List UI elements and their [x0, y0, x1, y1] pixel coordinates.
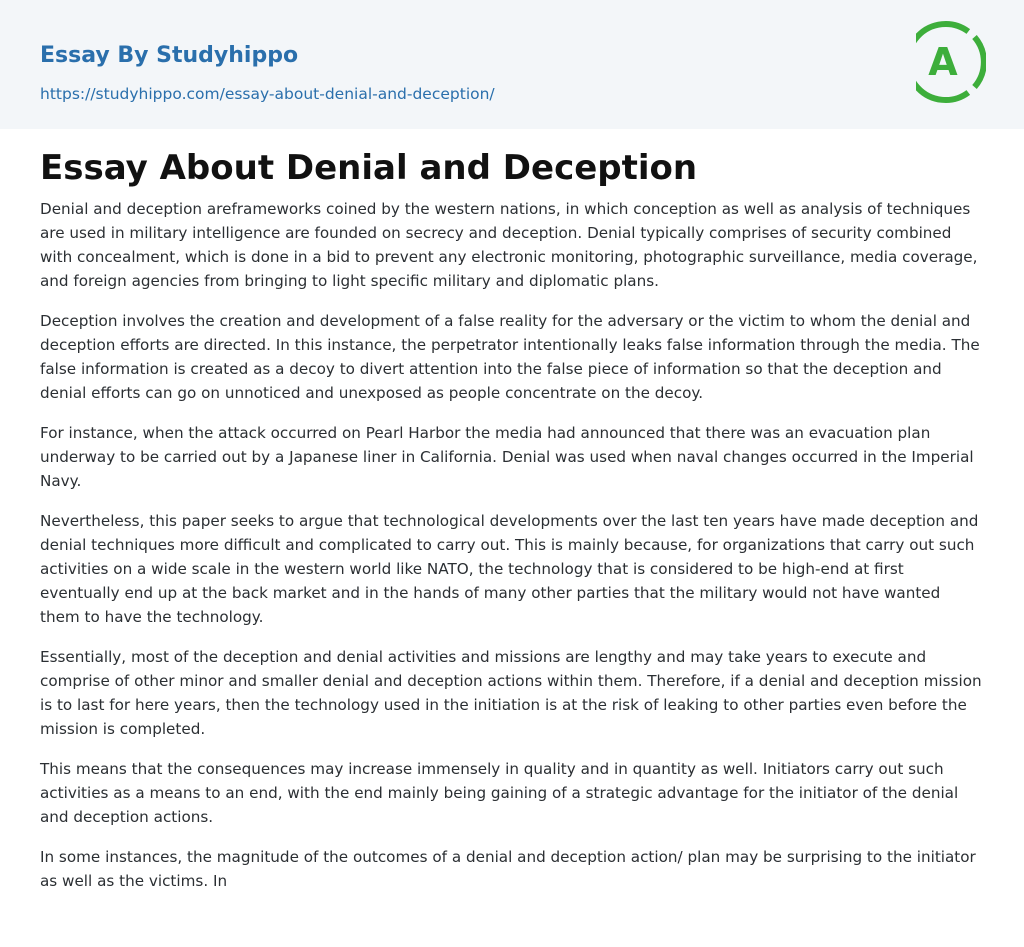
essay-paragraph: For instance, when the attack occurred on Pearl Harbor the media had announced that there was an evacuation plan underway to be carried out by a Japanese liner in California. Denial was used when naval changes occurred in the Imperial Navy. — [40, 424, 974, 490]
essay-paragraph: Essentially, most of the deception and denial activities and missions are lengthy and may take years to execute and comprise of other minor and smaller denial and deception actions within them. Therefore, if a denial and deception mission is to last for here years, then the technology used in the initiation is at the risk of leaking to other parties even before the mission is completed. — [40, 648, 982, 738]
essay-paragraph: Denial and deception areframeworks coined by the western nations, in which conception as well as analysis of techniques are used in military intelligence are founded on secrecy and deception. Denial typically comprises of security combined with concealment, which is done in a bid to prevent any electronic monitoring, photographic surveillance, media coverage, and foreign agencies from bringing to light specific military and diplomatic plans. — [40, 200, 978, 290]
essay-title: Essay About Denial and Deception — [40, 148, 698, 188]
site-brand[interactable]: Essay By Studyhippo — [40, 43, 299, 68]
studyhippo-logo-icon[interactable] — [916, 19, 986, 105]
essay-paragraph: Nevertheless, this paper seeks to argue that technological developments over the last ten years have made deception and denial techniques more difficult and complicated to carry out. This is mainly because, for organizations that carry out such activities on a wide scale in the western world like NATO, the technology that is considered to be high-end at first eventually end up at the back market and in the hands of many other parties that the military would not have wanted them to have the technology. — [40, 512, 979, 626]
essay-paragraph: Deception involves the creation and development of a false reality for the adversary or the victim to whom the denial and deception efforts are directed. In this instance, the perpetrator intentionally leaks false information through the media. The false information is created as a decoy to divert attention into the false piece of information so that the deception and denial efforts can go on unnoticed and unexposed as people concentrate on the decoy. — [40, 312, 980, 402]
site-header — [0, 0, 1024, 129]
logo-letter: A — [928, 40, 958, 84]
essay-paragraph: This means that the consequences may increase immensely in quality and in quantity as well. Initiators carry out such activities as a means to an end, with the end mainly being gaining of a strategic advantage for the initiator of the denial and deception actions. — [40, 760, 959, 826]
essay-content — [0, 129, 1024, 893]
essay-paragraph: In some instances, the magnitude of the outcomes of a denial and deception action/ plan may be surprising to the initiator as well as the victims. In — [40, 848, 976, 890]
logo-ring-right — [975, 37, 984, 87]
essay-url-link[interactable]: https://studyhippo.com/essay-about-denial-and-deception/ — [40, 85, 495, 103]
